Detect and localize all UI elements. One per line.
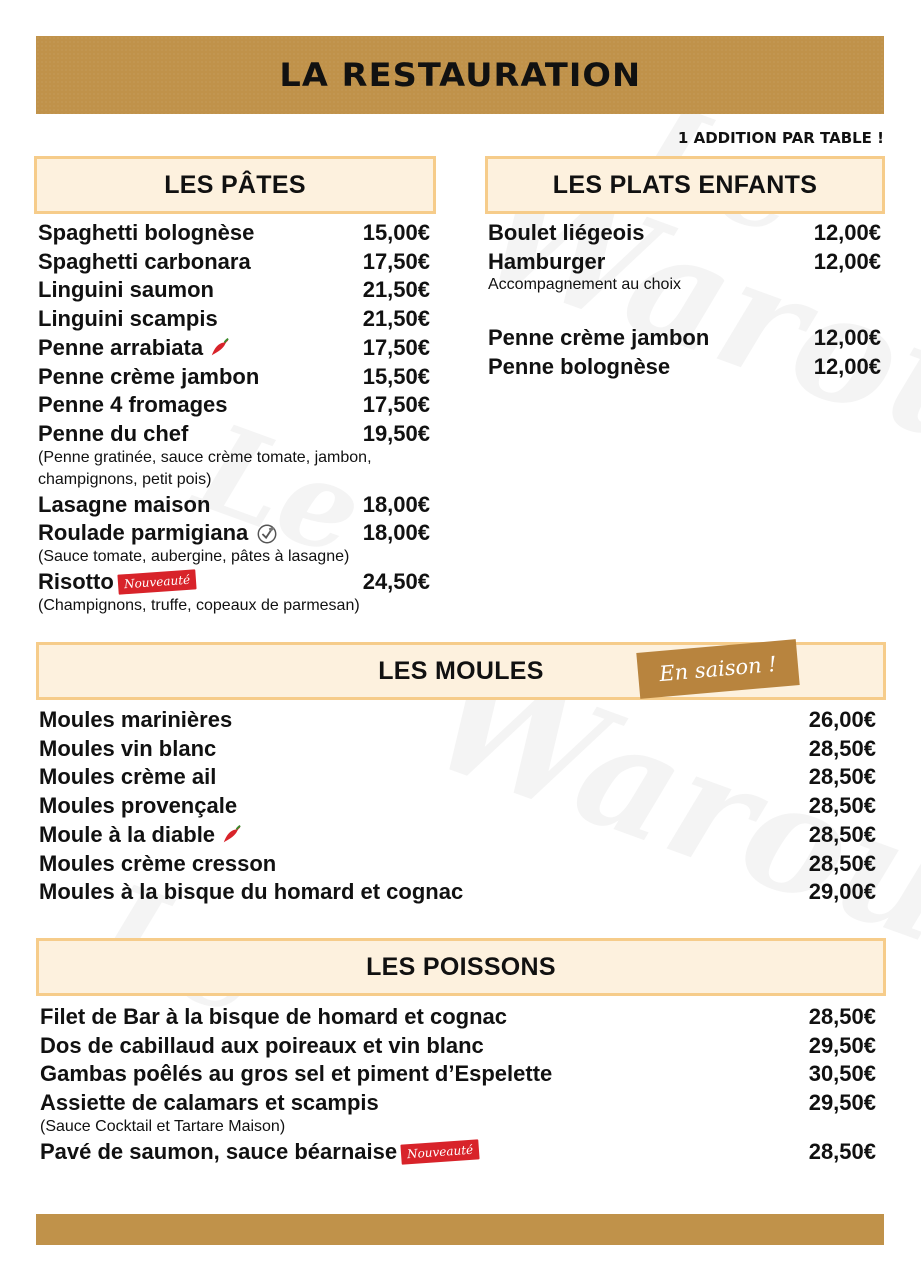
menu-item xyxy=(39,706,876,735)
item-price: 28,50€ xyxy=(808,1004,876,1029)
footer-banner xyxy=(36,1214,884,1245)
menu-item xyxy=(38,491,430,520)
poissons-list xyxy=(40,1003,876,1167)
item-price: 15,00€ xyxy=(362,220,430,245)
section-title-pates: LES PÂTES xyxy=(164,170,306,199)
item-name: Dos de cabillaud aux poireaux et vin blanc xyxy=(40,1032,484,1058)
item-price: 15,50€ xyxy=(362,363,430,389)
menu-item xyxy=(38,305,430,334)
item-price: 18,00€ xyxy=(362,520,430,546)
menu-item xyxy=(40,1138,876,1167)
addition-note: 1 ADDITION PAR TABLE ! xyxy=(677,129,884,147)
item-name: Lasagne maison xyxy=(38,491,211,517)
menu-item xyxy=(39,735,876,764)
item-price: 12,00€ xyxy=(813,220,881,245)
menu-item xyxy=(38,363,430,392)
item-name: Penne du chef xyxy=(38,420,189,446)
menu-item xyxy=(39,792,876,821)
item-price: 28,50€ xyxy=(808,1138,876,1164)
item-price: 26,00€ xyxy=(808,707,876,732)
item-price: 28,50€ xyxy=(808,764,876,790)
item-price: 28,50€ xyxy=(808,821,876,847)
section-title-poissons: LES POISSONS xyxy=(366,952,556,981)
header-banner xyxy=(36,36,884,114)
item-price: 28,50€ xyxy=(808,850,876,876)
menu-item xyxy=(38,334,430,363)
chili-pepper-icon xyxy=(209,337,231,359)
menu-item xyxy=(38,568,430,617)
item-name: Gambas poêlés au gros sel et piment d’Espelette xyxy=(40,1061,553,1087)
menu-item xyxy=(488,219,881,248)
item-name: Moule à la diable xyxy=(39,821,216,847)
item-name: Moules marinières xyxy=(39,707,233,732)
section-header-pates xyxy=(34,156,436,214)
item-price: 19,50€ xyxy=(362,420,430,446)
item-name: Hamburger xyxy=(488,248,606,274)
chili-pepper-icon xyxy=(221,824,243,846)
menu-item xyxy=(488,324,881,353)
item-name-wrap xyxy=(39,821,243,850)
item-name: Roulade parmigiana xyxy=(38,520,249,546)
section-title-moules: LES MOULES xyxy=(378,656,544,685)
spacer xyxy=(488,296,881,324)
item-name-wrap xyxy=(40,1138,479,1167)
item-price: 30,50€ xyxy=(808,1061,876,1087)
section-header-enfants xyxy=(485,156,885,214)
item-price: 17,50€ xyxy=(362,392,430,418)
menu-item xyxy=(38,420,430,491)
menu-item xyxy=(38,519,430,568)
pates-list xyxy=(38,219,430,617)
item-name: Penne crème jambon xyxy=(38,363,260,389)
item-price: 18,00€ xyxy=(362,491,430,517)
item-price: 17,50€ xyxy=(362,334,430,360)
item-name: Moules vin blanc xyxy=(39,735,217,761)
menu-item xyxy=(38,391,430,420)
menu-item xyxy=(40,1089,876,1138)
item-name: Moules crème ail xyxy=(39,764,217,790)
item-name: Linguini saumon xyxy=(38,277,214,303)
item-price: 29,00€ xyxy=(808,879,876,905)
item-name-wrap xyxy=(38,334,231,363)
item-name: Penne arrabiata xyxy=(38,334,204,360)
en-saison-tag: En saison ! xyxy=(636,639,799,699)
item-name: Spaghetti bolognèse xyxy=(38,220,255,245)
menu-item xyxy=(38,219,430,248)
item-price: 28,50€ xyxy=(808,735,876,761)
menu-item xyxy=(39,763,876,792)
item-name: Boulet liégeois xyxy=(488,220,645,245)
item-price: 21,50€ xyxy=(362,277,430,303)
item-name: Assiette de calamars et scampis xyxy=(40,1090,379,1116)
enfants-list xyxy=(488,219,881,382)
section-title-enfants: LES PLATS ENFANTS xyxy=(552,170,818,199)
menu-item xyxy=(38,276,430,305)
item-name: Penne crème jambon xyxy=(488,325,710,351)
item-price: 24,50€ xyxy=(362,569,430,595)
menu-item xyxy=(40,1060,876,1089)
menu-item xyxy=(39,821,876,850)
item-description: Accompagnement au choix xyxy=(488,276,681,294)
item-description: (Champignons, truffe, copeaux de parmesan) xyxy=(38,596,360,614)
item-name-wrap xyxy=(38,519,278,548)
item-name: Linguini scampis xyxy=(38,306,218,332)
vegetarian-icon xyxy=(256,523,278,545)
item-name-wrap xyxy=(38,568,196,597)
item-name: Filet de Bar à la bisque de homard et cognac xyxy=(40,1004,508,1029)
item-name: Risotto xyxy=(38,569,114,595)
item-price: 28,50€ xyxy=(808,793,876,819)
item-name: Moules crème cresson xyxy=(39,850,277,876)
menu-item xyxy=(40,1003,876,1032)
menu-item xyxy=(488,353,881,382)
item-description: (Sauce Cocktail et Tartare Maison) xyxy=(40,1117,286,1135)
item-name: Penne bolognèse xyxy=(488,354,671,380)
item-price: 21,50€ xyxy=(362,306,430,332)
item-price: 29,50€ xyxy=(808,1032,876,1058)
menu-item xyxy=(39,850,876,879)
item-price: 12,00€ xyxy=(813,354,881,380)
menu-item xyxy=(488,248,881,297)
item-name: Moules à la bisque du homard et cognac xyxy=(39,879,464,905)
section-header-poissons xyxy=(36,938,886,996)
menu-item xyxy=(39,878,876,907)
item-price: 17,50€ xyxy=(362,248,430,274)
item-name: Moules provençale xyxy=(39,793,238,819)
nouveaute-badge: Nouveauté xyxy=(117,570,196,595)
item-name: Pavé de saumon, sauce béarnaise xyxy=(40,1138,398,1164)
menu-item xyxy=(40,1032,876,1061)
item-price: 12,00€ xyxy=(813,325,881,351)
menu-item xyxy=(38,248,430,277)
moules-list xyxy=(39,706,876,907)
item-name: Penne 4 fromages xyxy=(38,392,228,418)
page-title: LA RESTAURATION xyxy=(279,56,641,94)
item-price: 29,50€ xyxy=(808,1090,876,1116)
item-name: Spaghetti carbonara xyxy=(38,248,251,274)
item-description: (Sauce tomate, aubergine, pâtes à lasagne) xyxy=(38,548,350,566)
item-description: (Penne gratinée, sauce crème tomate, jambon, champignons, petit pois) xyxy=(38,448,372,488)
item-price: 12,00€ xyxy=(813,248,881,274)
nouveaute-badge: Nouveauté xyxy=(400,1139,479,1164)
